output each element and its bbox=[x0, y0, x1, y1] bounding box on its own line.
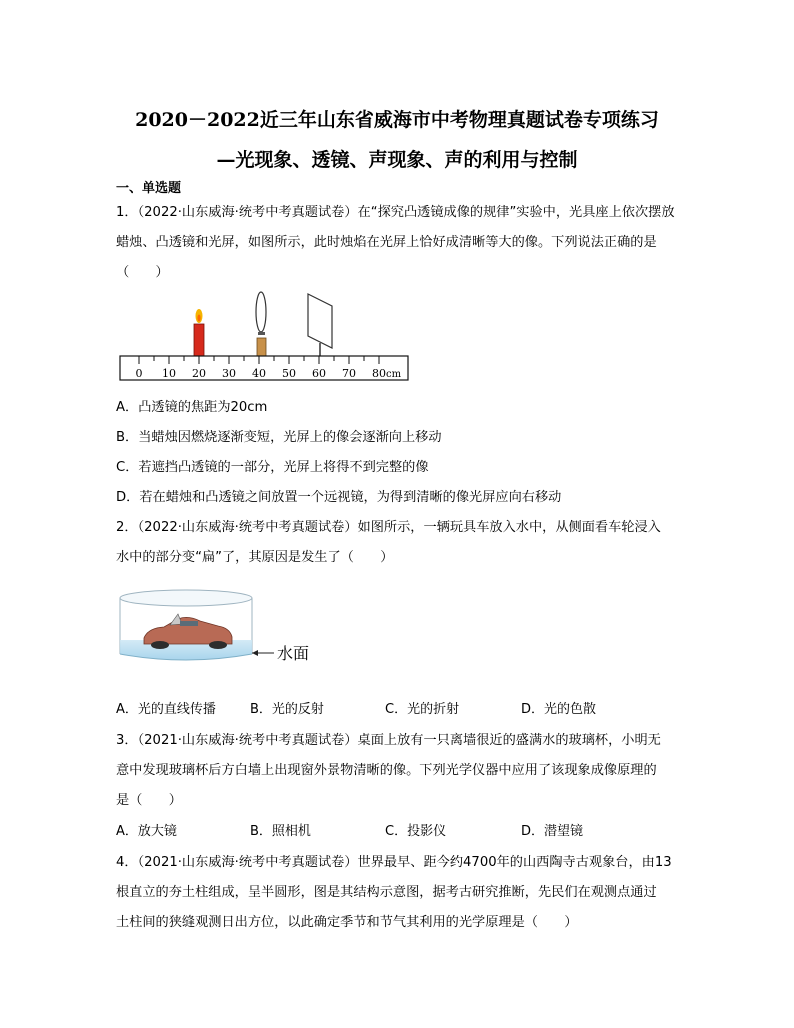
section-heading: 一、单选题 bbox=[116, 181, 182, 196]
ruler-tick-label: 80 bbox=[372, 367, 386, 380]
q3-line-3: 是（ ） bbox=[116, 793, 182, 808]
q1-option-d: D．若在蜡烛和凸透镜之间放置一个远视镜，为得到清晰的像光屏应向右移动 bbox=[116, 490, 562, 505]
q1-option-b: B．当蜡烛因燃烧逐渐变短，光屏上的像会逐渐向上移动 bbox=[116, 430, 442, 445]
q1-line-3: （ ） bbox=[116, 265, 169, 280]
q1-option-a: A．凸透镜的焦距为20cm bbox=[116, 400, 268, 415]
ruler-tick-label: 50 bbox=[282, 367, 296, 380]
toy-car-icon bbox=[144, 614, 232, 649]
q2-option-b: B．光的反射 bbox=[250, 702, 324, 717]
ruler-tick-label: 40 bbox=[252, 367, 266, 380]
ruler-tick-label: 60 bbox=[312, 367, 326, 380]
ruler-tick-label: 0 bbox=[135, 367, 143, 380]
q4-line-1: 4．（2021·山东威海·统考中考真题试卷）世界最早、距今约4700年的山西陶寺古观象台，由13 bbox=[116, 855, 672, 870]
q3-option-a: A．放大镜 bbox=[116, 824, 177, 839]
q4-line-2: 根直立的夯土柱组成，呈半圆形，图是其结构示意图，据考古研究推断，先民们在观测点通过 bbox=[116, 885, 657, 900]
q1-line-1: 1．（2022·山东威海·统考中考真题试卷）在“探究凸透镜成像的规律”实验中，光具座上依次摆放 bbox=[116, 205, 675, 220]
q1-line-2: 蜡烛、凸透镜和光屏，如图所示，此时烛焰在光屏上恰好成清晰等大的像。下列说法正确的是 bbox=[116, 235, 657, 250]
ruler bbox=[120, 356, 408, 380]
toy-car-in-water-figure bbox=[118, 588, 318, 670]
q2-option-d: D．光的色散 bbox=[521, 702, 597, 717]
q3-option-d: D．潜望镜 bbox=[521, 824, 584, 839]
q2-line-2: 水中的部分变“扁”了，其原因是发生了（ ） bbox=[116, 550, 394, 565]
ruler-tick-label: 10 bbox=[162, 367, 176, 380]
convex-lens-icon bbox=[256, 292, 266, 356]
q3-line-1: 3．（2021·山东威海·统考中考真题试卷）桌面上放有一只离墙很近的盛满水的玻璃杯，小明无 bbox=[116, 733, 661, 748]
q4-line-3: 土柱间的狭缝观测日出方位，以此确定季节和节气其利用的光学原理是（ ） bbox=[116, 915, 578, 930]
q2-option-c: C．光的折射 bbox=[385, 702, 460, 717]
ruler-unit-label: cm bbox=[386, 369, 402, 380]
water-surface-label: 水面 bbox=[277, 644, 310, 663]
page-subtitle: —光现象、透镜、声现象、声的利用与控制 bbox=[216, 149, 578, 171]
candle-icon bbox=[194, 309, 204, 356]
ruler-tick-label: 70 bbox=[342, 367, 356, 380]
page-title: 2020－2022近三年山东省威海市中考物理真题试卷专项练习 bbox=[135, 109, 659, 131]
q1-option-c: C．若遮挡凸透镜的一部分，光屏上将得不到完整的像 bbox=[116, 460, 429, 475]
q2-option-a: A．光的直线传播 bbox=[116, 702, 216, 717]
q3-option-b: B．照相机 bbox=[250, 824, 311, 839]
ruler-tick-label: 30 bbox=[222, 367, 236, 380]
q2-line-1: 2．（2022·山东威海·统考中考真题试卷）如图所示，一辆玩具车放入水中，从侧面看车轮浸入 bbox=[116, 520, 661, 535]
q3-line-2: 意中发现玻璃杯后方白墙上出现窗外景物清晰的像。下列光学仪器中应用了该现象成像原理的 bbox=[116, 763, 657, 778]
q3-option-c: C．投影仪 bbox=[385, 824, 447, 839]
light-screen-icon bbox=[308, 294, 332, 356]
optical-bench-figure bbox=[118, 288, 418, 384]
ruler-tick-label: 20 bbox=[192, 367, 206, 380]
